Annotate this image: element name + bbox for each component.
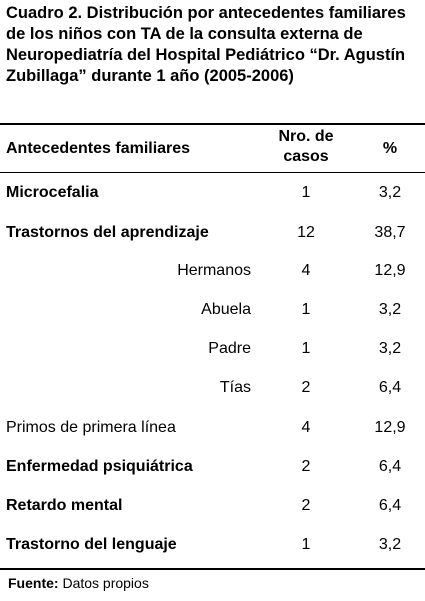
row-casos: 2 [301,497,311,514]
footer-text: Datos propios [58,575,149,591]
row-label: Tías [219,379,251,396]
header-casos: Nro. de casos [278,128,334,165]
table-row [0,221,425,245]
row-label: Hermanos [177,262,251,279]
table-row [0,337,425,361]
header-percent: % [382,140,398,157]
row-percent: 6,4 [378,379,402,396]
row-casos: 1 [301,536,311,553]
row-label: Trastornos del aprendizaje [6,224,209,241]
row-label: Microcefalia [6,184,99,201]
row-casos: 1 [301,301,311,318]
table-row [0,416,425,440]
row-percent: 38,7 [374,224,406,241]
table-row [0,298,425,322]
table-footer [8,575,149,591]
row-casos: 1 [301,184,311,201]
row-casos: 2 [301,458,311,475]
row-casos: 2 [301,379,311,396]
row-percent: 12,9 [374,262,406,279]
row-label: Primos de primera línea [6,419,176,436]
table-row [0,376,425,400]
row-percent: 6,4 [378,458,402,475]
header-rule [0,172,425,173]
row-percent: 3,2 [378,301,402,318]
footer-label: Fuente: [8,575,59,591]
row-casos: 12 [297,224,315,241]
row-casos: 4 [301,419,311,436]
row-percent: 6,4 [378,497,402,514]
row-percent: 12,9 [374,419,406,436]
row-percent: 3,2 [378,184,402,201]
table-caption: Cuadro 2. Distribución por antecedentes familiares de los niños con TA de la consulta externa de Neuropediatría del Hospital Pediátrico “Dr. Agustín Zubillaga” durante 1 año (2005-2006) [6,4,406,85]
table-row [0,494,425,518]
table-row [0,259,425,283]
row-percent: 3,2 [378,340,402,357]
row-label: Retardo mental [6,497,123,514]
bottom-rule [0,568,425,570]
row-percent: 3,2 [378,536,402,553]
row-label: Enfermedad psiquiátrica [6,458,193,475]
table-row [0,455,425,479]
row-label: Trastorno del lenguaje [6,536,177,553]
top-rule [0,123,425,125]
table-row [0,533,425,557]
row-casos: 4 [301,262,311,279]
row-label: Abuela [201,301,251,318]
table-row [0,181,425,205]
row-label: Padre [208,340,251,357]
row-casos: 1 [301,340,311,357]
header-antecedentes: Antecedentes familiares [6,140,191,157]
